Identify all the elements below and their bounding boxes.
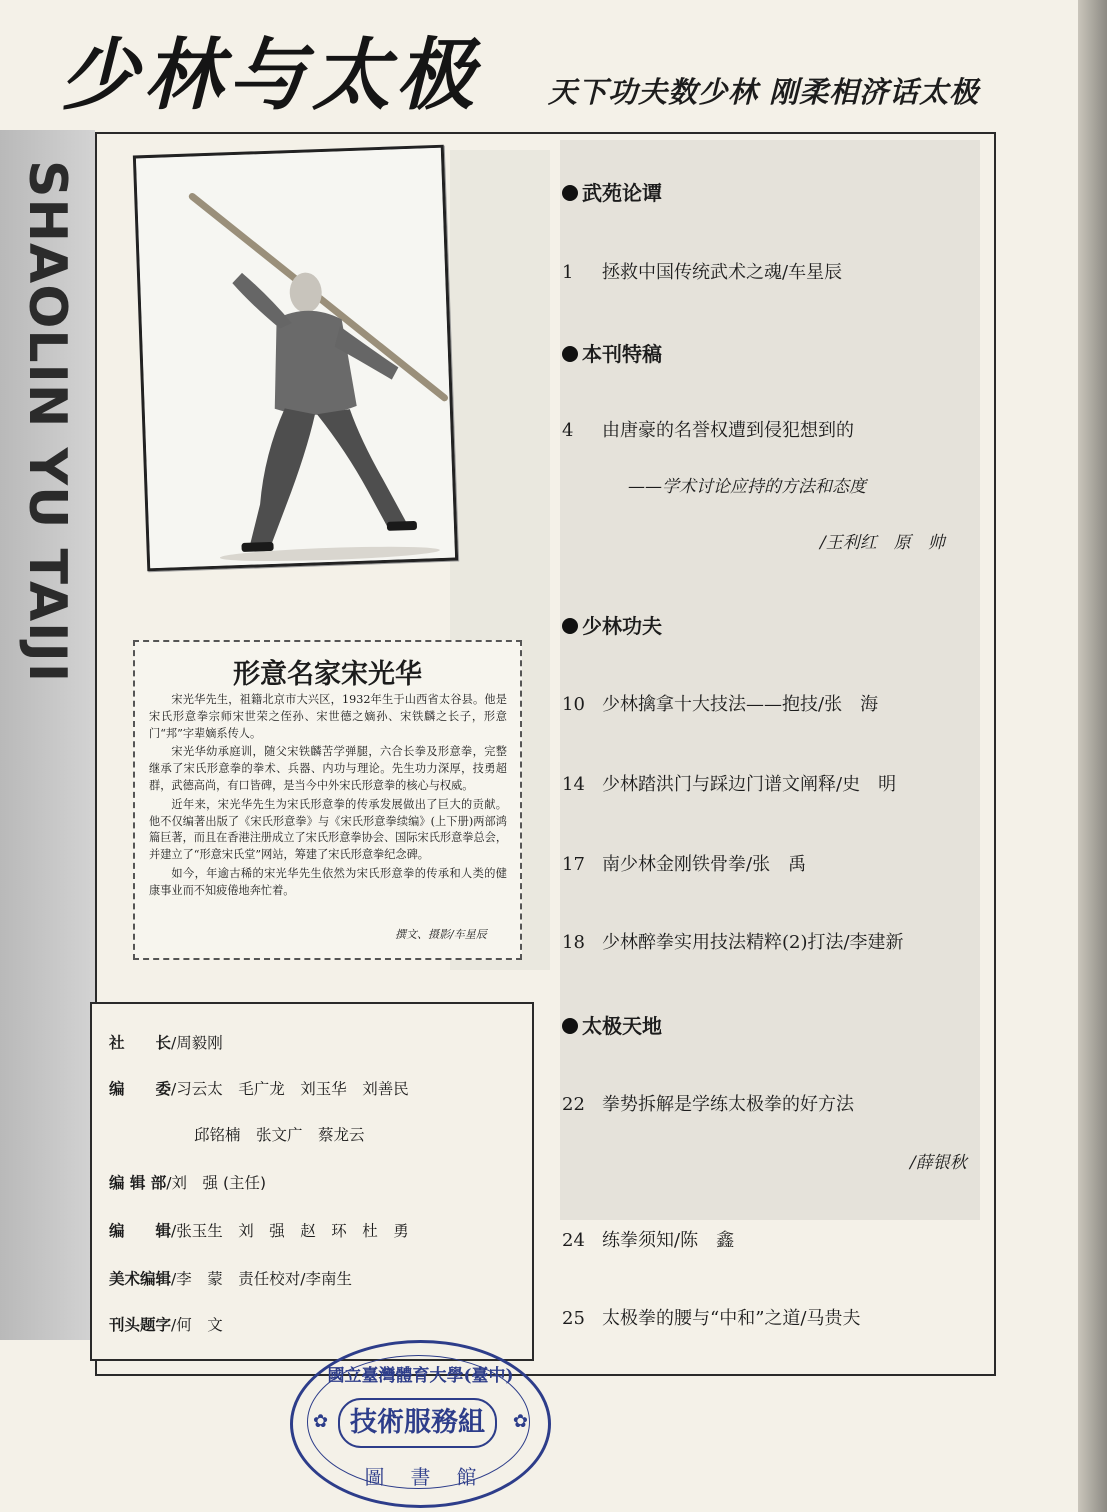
toc-page-number: 10 [562,694,585,715]
credit-value: /刘 强 (主任) [166,1174,267,1192]
profile-paragraph: 宋光华幼承庭训，随父宋铁麟苦学弹腿，六合长拳及形意拳，完整继承了宋氏形意拳的拳术、兵器、内功与理论。先生功力深厚，技勇超群，武德高尚，有口皆碑，是当今中外宋氏形意拳的核心与权威。 [149,745,507,792]
toc-page-number: 17 [562,854,585,875]
toc-subtitle: ——学术讨论应持的方法和态度 [628,477,866,497]
bullet-icon [562,346,578,362]
toc-title: 拯救中国传统武术之魂/车星辰 [602,262,843,283]
masthead-slogan: 天下功夫数少林 刚柔相济话太极 [548,75,980,109]
section-label: 太极天地 [582,1014,662,1038]
toc-title: 少林擒拿十大技法——抱技/张 海 [602,694,879,715]
profile-body [149,692,507,902]
bullet-icon [562,618,578,634]
toc-entry[interactable] [562,1226,734,1252]
section-label: 武苑论谭 [582,181,662,205]
toc-page-number: 14 [562,774,585,795]
flower-icon: ✿ [313,1411,329,1432]
toc-entry[interactable] [562,770,896,796]
section-label: 少林功夫 [582,614,662,638]
credit-value: 邱铭楠 张文广 蔡龙云 [194,1126,365,1144]
stamp-top-text: 國立臺灣體育大學(臺中) [327,1366,514,1386]
section-heading [562,610,662,639]
credit-row [109,1267,352,1289]
section-heading [562,177,662,206]
credit-label: 美术编辑 [109,1270,172,1288]
flower-icon: ✿ [512,1411,528,1432]
credit-row [109,1077,409,1099]
toc-entry[interactable] [562,1090,854,1116]
side-vertical-title: SHAOLIN YU TAIJI [17,160,77,684]
toc-title: 由唐豪的名誉权遭到侵犯想到的 [602,420,854,441]
credit-label: 编 辑 [109,1222,172,1240]
credit-value: /习云太 毛广龙 刘玉华 刘善民 [171,1080,409,1098]
credit-value: /李 蒙 责任校对/李南生 [171,1270,352,1288]
toc-author: /薛银秋 [910,1153,967,1173]
toc-title: 拳势拆解是学练太极拳的好方法 [602,1094,854,1115]
credit-row [194,1123,365,1145]
toc-entry[interactable] [562,1304,860,1330]
profile-title: 形意名家宋光华 [233,659,422,690]
toc-title: 少林醉拳实用技法精粹(2)打法/李建新 [602,932,904,953]
credit-label: 编 委 [109,1080,172,1098]
toc-page-number: 4 [562,420,574,441]
profile-credit: 撰文、摄影/车星辰 [395,928,487,941]
bullet-icon [562,185,578,201]
credit-row [109,1313,223,1335]
page-edge-shadow [1078,0,1107,1512]
toc-author: /王利红 原 帅 [820,533,945,553]
toc-entry[interactable] [562,258,842,284]
toc-title: 太极拳的腰与“中和”之道/马贵夫 [602,1308,861,1329]
toc-entry[interactable] [562,416,854,442]
credit-label: 编 辑 部 [109,1174,167,1192]
section-heading [562,338,662,367]
masthead-title: 少林与太极 [60,30,481,121]
stamp-bottom-text: 圖書館 [364,1465,503,1489]
profile-paragraph: 宋光华先生，祖籍北京市大兴区，1932年生于山西省太谷县。他是宋氏形意拳宗师宋世荣之侄孙、宋世德之嫡孙、宋铁麟之长子，形意门“邦”字辈嫡系传人。 [149,693,507,740]
credit-label: 社 长 [109,1034,172,1052]
credits-box [90,1002,534,1361]
toc-page-number: 1 [562,262,574,283]
credit-value: /张玉生 刘 强 赵 环 杜 勇 [171,1222,409,1240]
toc-title: 南少林金刚铁骨拳/张 禹 [602,854,807,875]
credit-row [109,1171,266,1193]
credit-value: /何 文 [171,1316,223,1334]
toc-title: 少林踏洪门与踩边门谱文阐释/史 明 [602,774,897,795]
toc-entry[interactable] [562,850,806,876]
profile-paragraph: 如今，年逾古稀的宋光华先生依然为宋氏形意拳的传承和人类的健康事业而不知疲倦地奔忙着。 [149,866,507,897]
bullet-icon [562,1018,578,1034]
section-heading [562,1010,662,1039]
section-label: 本刊特稿 [582,342,662,366]
toc-entry[interactable] [562,690,878,716]
profile-box [133,640,522,960]
toc-page-number: 18 [562,932,585,953]
toc-page-number: 25 [562,1308,585,1329]
library-stamp [290,1340,551,1508]
credit-row [109,1031,223,1053]
toc-page-number: 22 [562,1094,585,1115]
profile-paragraph: 近年来，宋光华先生为宋氏形意拳的传承发展做出了巨大的贡献。他不仅编著出版了《宋氏形意拳》与《宋氏形意拳续编》(上下册)两部鸿篇巨著，而且在香港注册成立了宋氏形意拳协会、国际宋氏形意拳总会，并建立了“形意宋氏堂”网站，筹建了宋氏形意拳纪念碑。 [149,797,508,862]
credit-row [109,1219,409,1241]
credit-value: /周毅刚 [171,1034,223,1052]
credit-label: 刊头题字 [109,1316,172,1334]
toc-page-number: 24 [562,1230,585,1251]
stamp-middle-text: 技術服務組 [338,1398,497,1448]
toc-title: 练拳须知/陈 鑫 [602,1230,735,1251]
master-figure-illustration [136,148,455,568]
toc-entry[interactable] [562,928,904,954]
master-photo [133,145,458,572]
